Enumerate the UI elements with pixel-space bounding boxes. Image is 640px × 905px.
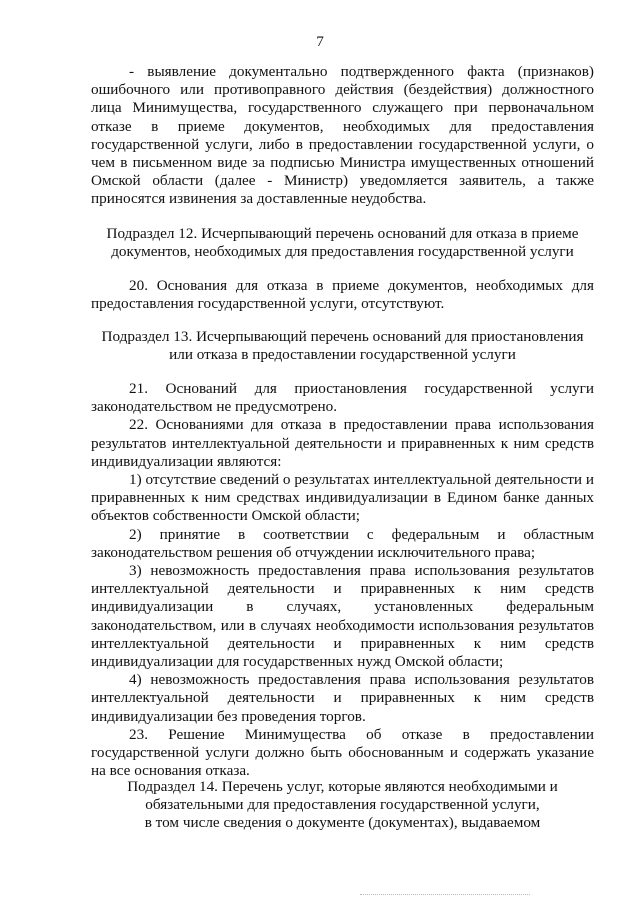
subsection-14-heading-line1: Подраздел 14. Перечень услуг, которые являются необходимыми и xyxy=(127,778,558,795)
subsection-12-heading-line1: Подраздел 12. Исчерпывающий перечень оснований для отказа в приеме xyxy=(106,225,579,242)
paragraph-23: 23. Решение Минимущества об отказе в предоставлении государственной услуги должно быть обоснованным и содержать указание на все основания отказа. xyxy=(91,725,594,780)
subsection-12-heading-line2: документов, необходимых для предоставления государственной услуги xyxy=(111,243,574,261)
list-item-2: 2) принятие в соответствии с федеральным и областным законодательством решения об отчуждении исключительного права; xyxy=(91,525,594,561)
paragraph-21: 21. Оснований для приостановления государственной услуги законодательством не предусмотрено. xyxy=(91,380,594,416)
list-item-4: 4) невозможность предоставления права использования результатов интеллектуальной деятельности и приравненных к ним средств индивидуализации без проведения торгов. xyxy=(91,671,594,725)
page-number: 7 xyxy=(316,33,324,50)
subsection-13-body xyxy=(91,380,594,780)
subsection-14-heading-line3: в том числе сведения о документе (документах), выдаваемом xyxy=(144,814,541,832)
subsection-13-heading-line2: или отказа в предоставлении государственной услуги xyxy=(169,346,516,364)
intro-paragraph: - выявление документально подтвержденного факта (признаков) ошибочного или противоправного действия (бездействия) должностного лица Минимущества, государственного служащего при первоначальном отказе в приеме документов, необходимых для предоставления государственной услуги, либо в предоставлении государственной услуги, о чем в письменном виде за подписью Министра имущественных отношений Омской области (далее - Министр) уведомляется заявитель, а также приносятся извинения за доставленные неудобства. xyxy=(91,63,594,208)
paragraph-22: 22. Основаниями для отказа в предоставлении права использования результатов интеллектуальной деятельности и приравненных к ним средств индивидуализации являются: xyxy=(91,416,594,470)
scan-artifact-line xyxy=(360,894,530,898)
list-item-1: 1) отсутствие сведений о результатах интеллектуальной деятельности и приравненных к ним средствах индивидуализации в Едином банке данных объектов собственности Омской области; xyxy=(91,471,594,525)
subsection-13-heading-line1: Подраздел 13. Исчерпывающий перечень оснований для приостановления xyxy=(101,328,584,345)
subsection-14-heading-line2: обязательными для предоставления государственной услуги, xyxy=(145,796,540,814)
paragraph-20-block xyxy=(91,277,594,313)
paragraph-20: 20. Основания для отказа в приеме документов, необходимых для предоставления государственной услуги, отсутствуют. xyxy=(91,277,594,313)
list-item-3: 3) невозможность предоставления права использования результатов интеллектуальной деятельности и приравненных к ним средств индивидуализации в случаях, установленных федеральным законодательством, или в случаях необходимости использования результатов интеллектуальной деятельности и приравненных к ним средств индивидуализации для государственных нужд Омской области; xyxy=(91,562,594,671)
subsection-13-heading xyxy=(91,328,594,364)
intro-paragraph-block xyxy=(91,63,594,209)
subsection-14-heading xyxy=(91,778,594,833)
subsection-12-heading xyxy=(91,225,594,261)
